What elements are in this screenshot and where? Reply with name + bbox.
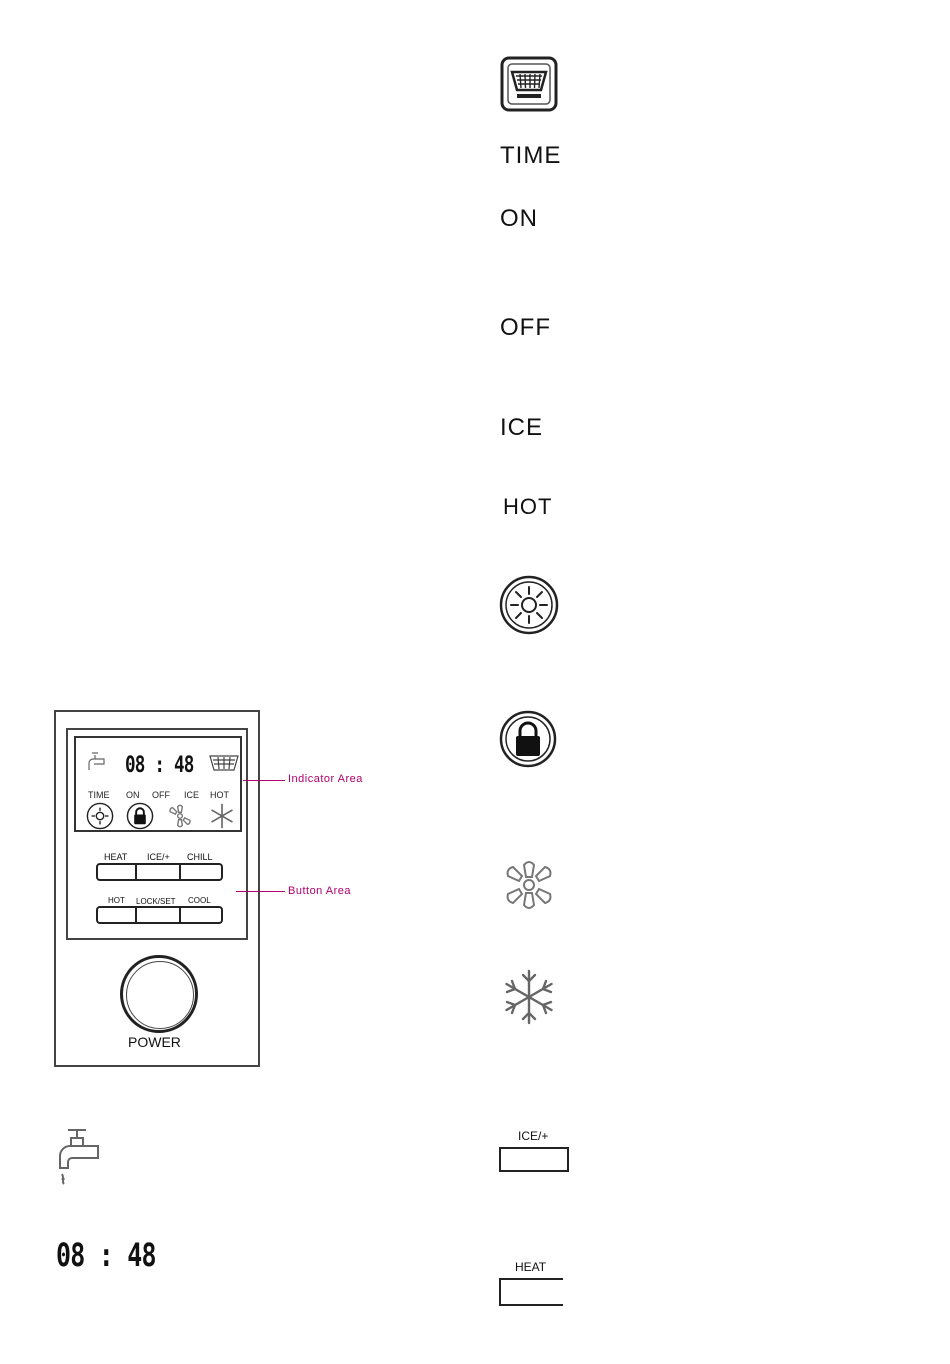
panel-fan-icon [166, 802, 194, 830]
indicator-label-time: TIME [88, 790, 110, 800]
control-panel [54, 710, 260, 1067]
button-hot[interactable] [96, 906, 137, 924]
bottom-clock-display: 08 : 48 [56, 1236, 156, 1274]
indicator-label-on: ON [126, 790, 140, 800]
panel-filter-icon [208, 752, 240, 776]
faucet-icon [54, 1128, 102, 1186]
legend-heat-label: HEAT [515, 1260, 547, 1274]
legend-sun-icon [499, 575, 559, 635]
legend-fan-icon [499, 855, 559, 915]
panel-lock-icon [126, 802, 154, 830]
button-label-lock-set: LOCK/SET [136, 897, 176, 906]
indicator-area [74, 736, 242, 832]
legend-ice-plus-label: ICE/+ [518, 1129, 549, 1143]
indicator-area-callout: Indicator Area [288, 773, 363, 785]
button-label-chill: CHILL [187, 852, 213, 862]
panel-faucet-icon [86, 750, 106, 772]
legend-time: TIME [500, 142, 562, 169]
panel-clock-display: 08 : 48 [125, 753, 194, 778]
button-label-cool: COOL [188, 896, 211, 905]
legend-lock-icon [499, 710, 557, 768]
button-heat[interactable] [96, 863, 137, 881]
legend-on: ON [500, 205, 538, 232]
legend-filter-icon [500, 56, 558, 112]
button-area-callout: Button Area [288, 885, 351, 897]
button-chill[interactable] [181, 863, 223, 881]
legend-off: OFF [500, 314, 551, 341]
legend-heat-button [499, 1278, 563, 1306]
power-button[interactable] [120, 955, 198, 1033]
panel-sun-icon [86, 802, 114, 830]
legend-ice: ICE [500, 414, 544, 441]
button-cool[interactable] [181, 906, 223, 924]
panel-snowflake-icon [208, 802, 236, 830]
button-ice-plus[interactable] [137, 863, 181, 881]
power-label: POWER [128, 1034, 181, 1050]
button-label-hot: HOT [108, 896, 125, 905]
button-label-heat: HEAT [104, 852, 128, 862]
button-lock-set[interactable] [137, 906, 181, 924]
button-label-ice-plus: ICE/+ [147, 852, 170, 862]
indicator-label-off: OFF [152, 790, 170, 800]
indicator-label-ice: ICE [184, 790, 200, 800]
legend-hot: HOT [503, 494, 553, 519]
legend-ice-plus-button [499, 1147, 569, 1172]
indicator-callout-line [243, 780, 285, 781]
legend-snowflake-icon [499, 967, 559, 1027]
button-callout-line [236, 891, 285, 892]
indicator-label-hot: HOT [210, 790, 229, 800]
